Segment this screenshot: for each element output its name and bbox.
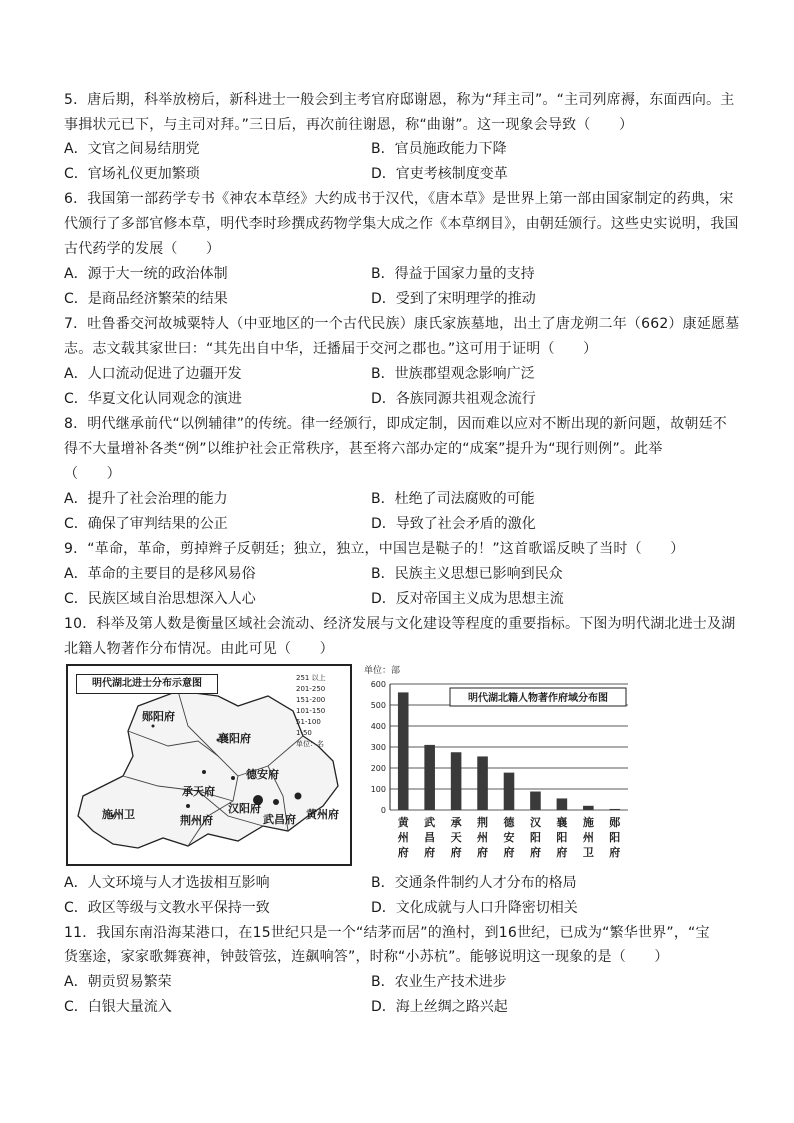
legend-item: 151-200 (296, 696, 326, 704)
chart-bar (398, 692, 409, 810)
q8-option-d: D．导致了社会矛盾的激化 (371, 516, 536, 532)
q6-option-c: C．是商品经济繁荣的结果 (64, 291, 228, 307)
city-label: 武昌府 (263, 813, 296, 826)
chart-category-label: 德安府 (503, 816, 515, 859)
q8-line-3: （ ） (64, 466, 121, 482)
works-bar-chart (362, 662, 638, 868)
chart-bar (583, 806, 594, 810)
q9-line-1: 9．“革命，革命，剪掉辫子反朝廷；独立，独立，中国岂是鞑子的！”这首歌谣反映了当时（ ） (64, 541, 685, 557)
chart-ytick-label: 100 (370, 785, 386, 794)
q5-line-2: 事揖状元已下，与主司对拜。”三日后，再次前往谢恩，称“曲谢”。这一现象会导致（ ） (64, 117, 634, 133)
q10-line-2: 北籍人物著作分布情况。由此可见（ ） (64, 641, 334, 657)
q10-option-d: D．文化成就与人口升降密切相关 (371, 900, 578, 916)
chart-bar (504, 773, 515, 810)
chart-bar (477, 756, 488, 810)
legend-item: 101-150 (296, 707, 326, 715)
map-title: 明代湖北进士分布示意图 (76, 674, 218, 694)
q5-option-c: C．官场礼仪更加繁琐 (64, 166, 200, 182)
q7-option-d: D．各族同源共祖观念流行 (371, 391, 536, 407)
city-label: 汉阳府 (228, 802, 261, 815)
q11-line-1: 11．我国东南沿海某港口，在15世纪只是一个“结茅而居”的渔村，到16世纪，已成为“繁华世界”，“宝 (64, 925, 710, 941)
q6-option-d: D．受到了宋明理学的推动 (371, 291, 536, 307)
q5-line-1: 5．唐后期，科举放榜后，新科进士一般会到主考官府邸谢恩，称为“拜主司”。“主司列席褥，东面西向。主 (64, 92, 735, 108)
legend-unit: 单位：名 (296, 740, 324, 748)
chart-ytick-label: 500 (370, 701, 386, 710)
chart-ytick-label: 300 (370, 743, 386, 752)
legend-item: 1-50 (296, 729, 312, 737)
q11-option-a: A．朝贡贸易繁荣 (64, 974, 172, 990)
chart-bar (424, 745, 435, 810)
chart-ytick-label: 0 (380, 806, 386, 815)
q6-line-3: 古代药学的发展（ ） (64, 241, 221, 257)
q5-option-b: B．官员施政能力下降 (371, 141, 507, 157)
chart-ytick-label: 600 (370, 680, 386, 689)
q9-option-b: B．民族主义思想已影响到民众 (371, 566, 563, 582)
q8-option-c: C．确保了审判结果的公正 (64, 516, 228, 532)
q11-option-c: C．白银大量流入 (64, 999, 172, 1015)
chart-category-label: 武昌府 (424, 816, 436, 859)
q8-option-a: A．提升了社会治理的能力 (64, 491, 228, 507)
chart-category-label: 汉阳府 (529, 816, 541, 859)
city-label: 郧阳府 (142, 710, 175, 723)
chart-category-label: 襄阳府 (556, 816, 568, 859)
q9-option-a: A．革命的主要目的是移风易俗 (64, 566, 256, 582)
chart-title: 明代湖北籍人物著作府域分布图 (468, 693, 608, 704)
q6-line-1: 6．我国第一部药学专书《神农本草经》大约成书于汉代，《唐本草》是世界上第一部由国家制定的药典，宋 (64, 191, 734, 207)
chart-category-label: 荆州府 (477, 816, 489, 859)
city-label: 德安府 (246, 768, 279, 781)
q7-option-c: C．华夏文化认同观念的演进 (64, 391, 242, 407)
chart-bar (451, 752, 462, 810)
q11-line-2: 货塞途，家家歌舞赛神，钟鼓管弦，连飙响答”，时称“小苏杭”。能够说明这一现象的是（ ） (64, 949, 669, 965)
q9-option-d: D．反对帝国主义成为思想主流 (371, 591, 564, 607)
q10-line-1: 10．科举及第人数是衡量区域社会流动、经济发展与文化建设等程度的重要指标。下图为明代湖北进士及湖 (64, 616, 736, 632)
chart-bar (557, 798, 568, 810)
q10-option-a: A．人文环境与人才选拔相互影响 (64, 875, 270, 891)
q9-option-c: C．民族区域自治思想深入人心 (64, 591, 256, 607)
q10-option-c: C．政区等级与文教水平保持一致 (64, 900, 270, 916)
city-label: 黄州府 (306, 808, 339, 821)
q8-option-b: B．杜绝了司法腐败的可能 (371, 491, 535, 507)
q10-figure (66, 662, 738, 868)
chart-category-label: 承天府 (450, 816, 462, 859)
chart-bar (609, 809, 620, 810)
q11-option-b: B．农业生产技术进步 (371, 974, 507, 990)
q6-line-2: 代颁行了多部官修本草，明代李时珍撰成药物学集大成之作《本草纲目》，由朝廷颁行。这些史实说明，我国 (64, 216, 739, 232)
q11-option-d: D．海上丝绸之路兴起 (371, 999, 508, 1015)
q7-line-1: 7．吐鲁番交河故城粟特人（中亚地区的一个古代民族）康氏家族墓地，出土了唐龙朔二年（662）康延愿墓 (64, 316, 740, 332)
q8-line-1: 8．明代继承前代“以例辅律”的传统。律一经颁行，即成定制，因而难以应对不断出现的新问题，故朝廷不 (64, 416, 728, 432)
chart-ytick-label: 400 (370, 722, 386, 731)
q7-option-b: B．世族郡望观念影响广泛 (371, 366, 535, 382)
chart-unit-label: 单位：部 (364, 666, 401, 676)
q6-option-b: B．得益于国家力量的支持 (371, 266, 535, 282)
q10-option-b: B．交通条件制约人才分布的格局 (371, 875, 577, 891)
q5-option-a: A．文官之间易结朋党 (64, 141, 200, 157)
hubei-jinshi-map (66, 664, 352, 866)
legend-item: 251 以上 (296, 674, 326, 682)
q8-line-2: 得不大量增补各类“例”以维护社会正常秩序，甚至将六部办定的“成案”提升为“现行则例”。此举 (64, 441, 663, 457)
legend-item: 201-250 (296, 685, 326, 693)
q6-option-a: A．源于大一统的政治体制 (64, 266, 228, 282)
chart-category-label: 施州卫 (582, 816, 594, 859)
city-label: 施州卫 (102, 808, 135, 821)
q7-line-2: 志。志文载其家世曰：“其先出自中华，迁播届于交河之郡也。”这可用于证明（ ） (64, 341, 598, 357)
q7-option-a: A．人口流动促进了边疆开发 (64, 366, 242, 382)
chart-bar (530, 792, 541, 810)
legend-item: 51-100 (296, 718, 321, 726)
city-label: 襄阳府 (218, 732, 251, 745)
chart-ytick-label: 200 (370, 764, 386, 773)
q5-option-d: D．官吏考核制度变革 (371, 166, 508, 182)
chart-category-label: 黄州府 (397, 816, 409, 859)
city-label: 承天府 (182, 785, 215, 798)
city-label: 荆州府 (180, 814, 213, 827)
chart-category-label: 郧阳府 (609, 816, 621, 859)
